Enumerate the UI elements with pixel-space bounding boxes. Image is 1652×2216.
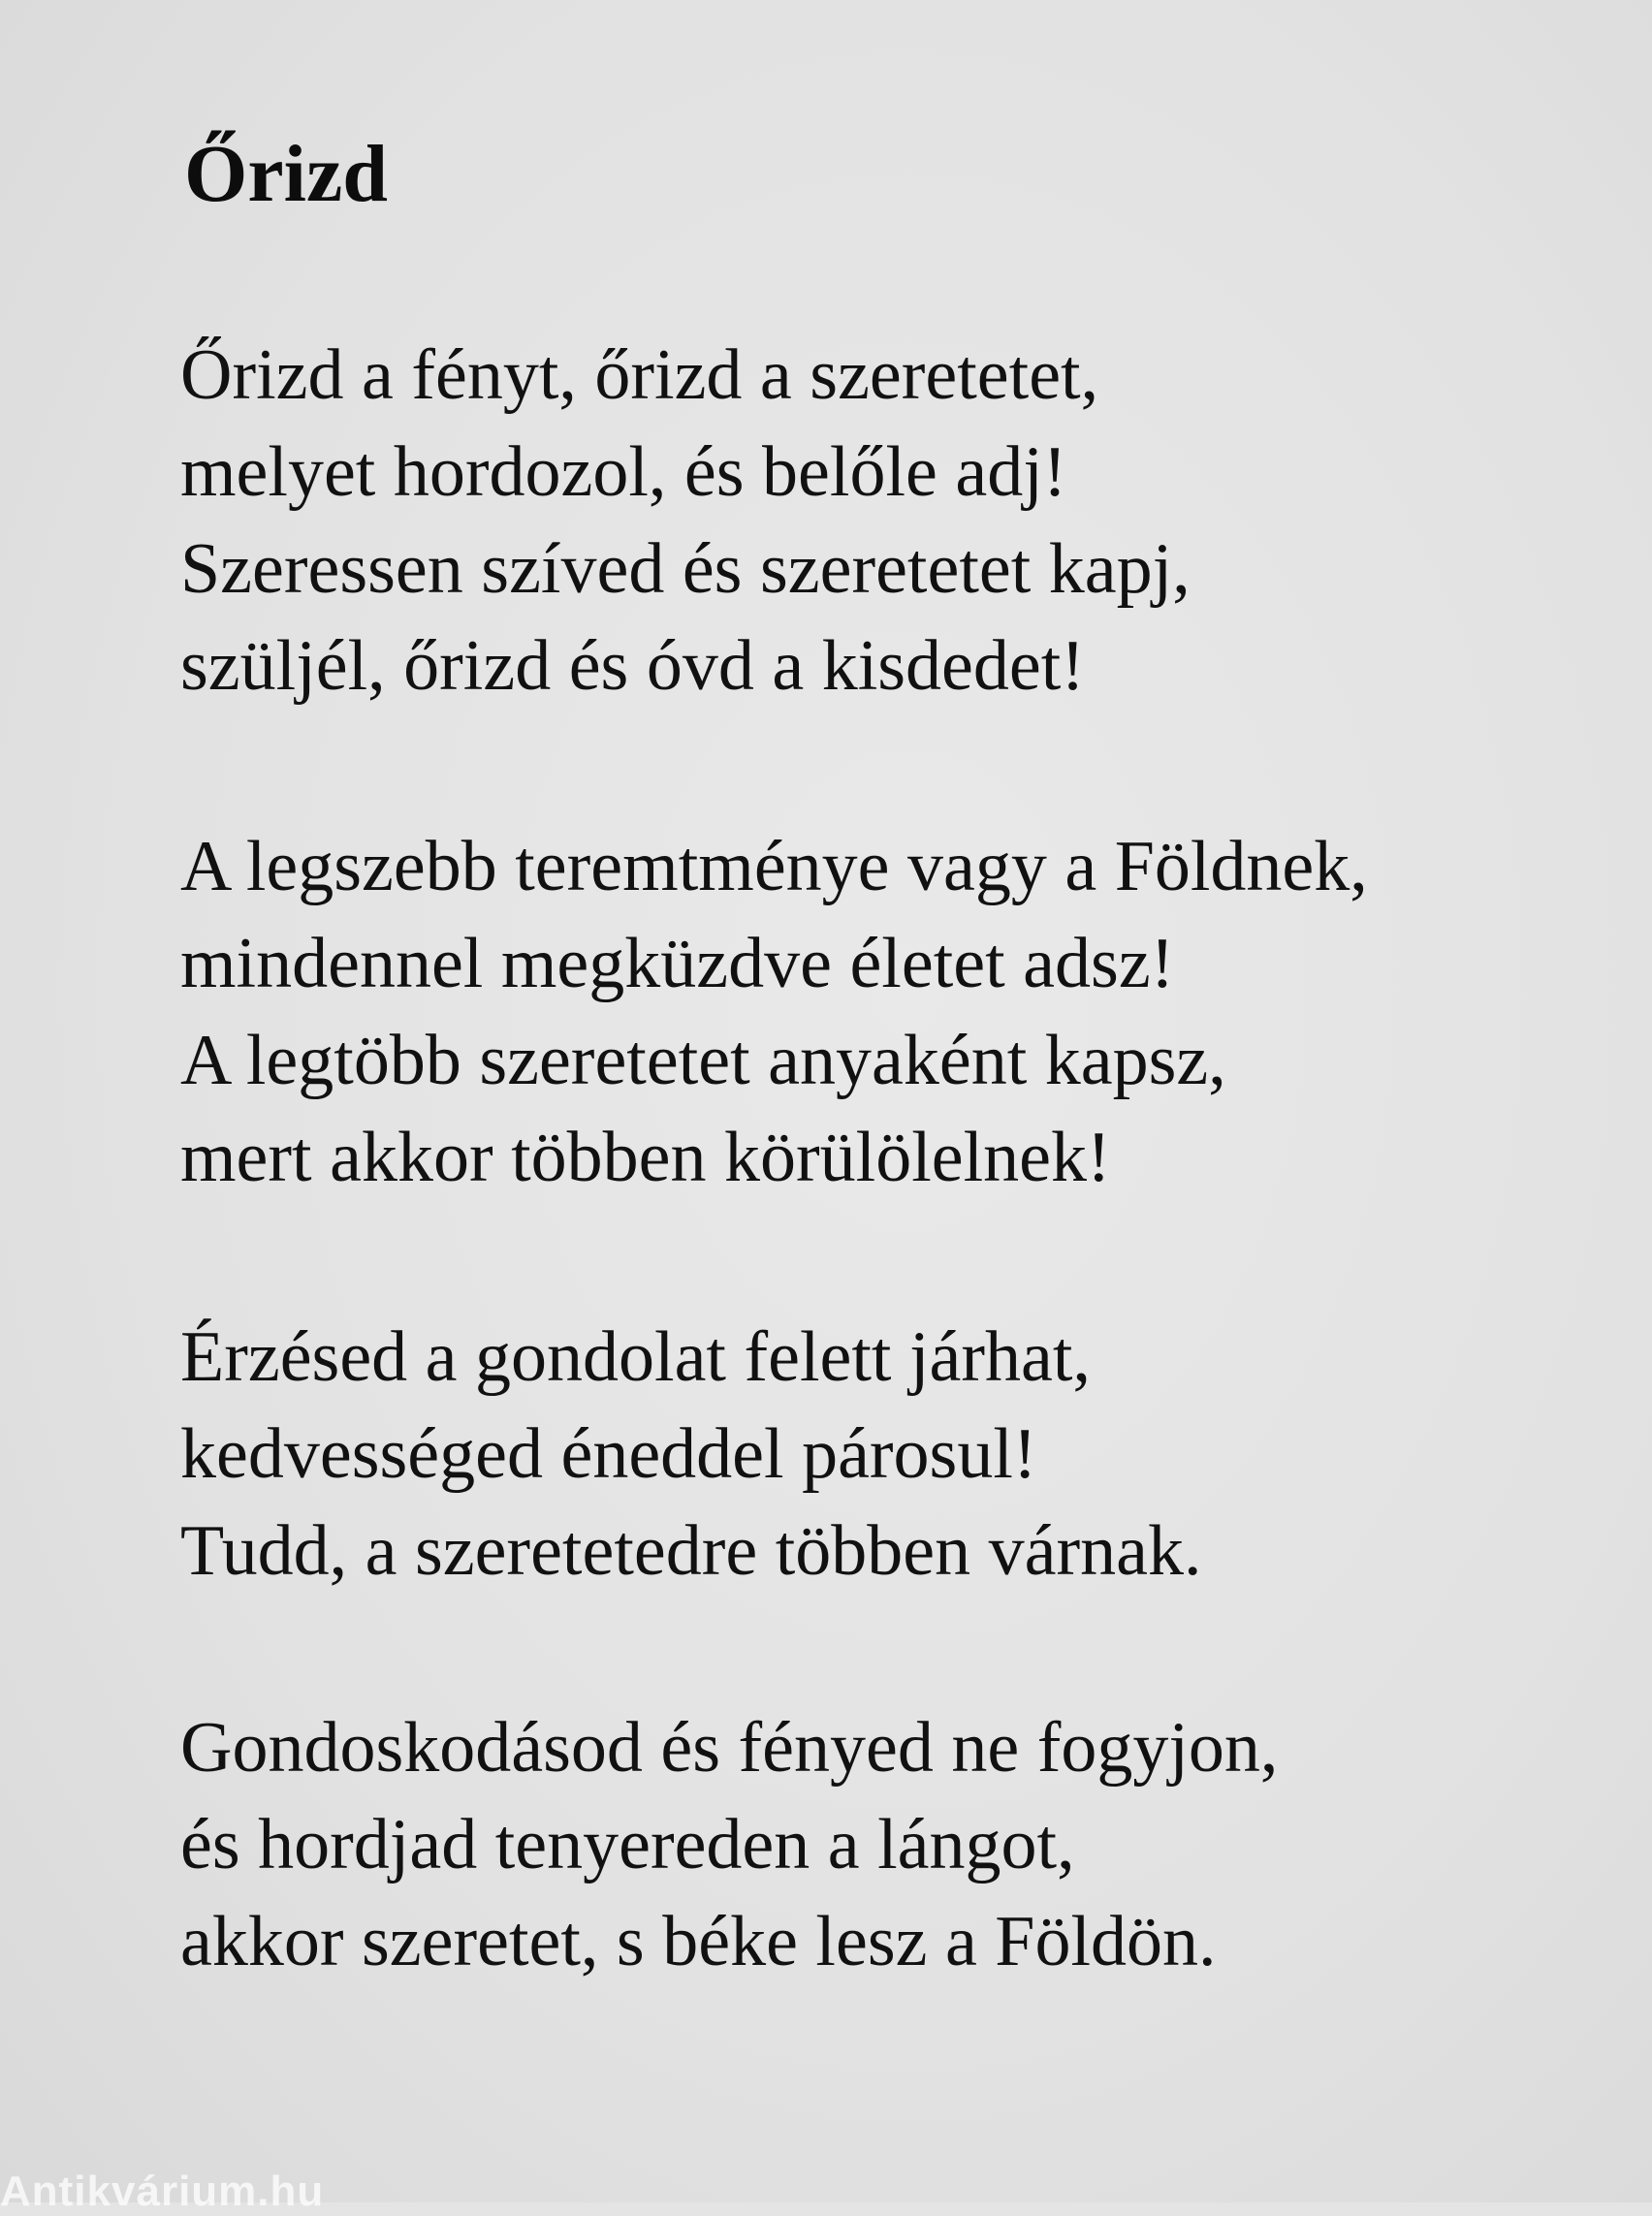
stanza-1 bbox=[180, 327, 1191, 714]
watermark: Antikvárium.hu bbox=[0, 2168, 325, 2215]
poem-title: Őrizd bbox=[184, 129, 388, 219]
stanza-3 bbox=[180, 1309, 1201, 1599]
poem-line: Érzésed a gondolat felett járhat, bbox=[180, 1317, 1091, 1397]
poem-line: Tudd, a szeretetedre többen várnak. bbox=[180, 1511, 1202, 1591]
poem-line: kedvességed éneddel párosul! bbox=[180, 1414, 1037, 1494]
poem-line: Őrizd a fényt, őrizd a szeretetet, bbox=[180, 335, 1099, 415]
poem-line: mindennel megküzdve életet adsz! bbox=[180, 924, 1175, 1003]
poem-line: mert akkor többen körülölelnek! bbox=[180, 1118, 1111, 1197]
stanza-2 bbox=[180, 818, 1368, 1206]
poem-line: akkor szeretet, s béke lesz a Földön. bbox=[180, 1902, 1217, 1981]
poem-line: Szeressen szíved és szeretetet kapj, bbox=[180, 529, 1191, 609]
poem-line: és hordjad tenyereden a lángot, bbox=[180, 1805, 1075, 1884]
poem-line: szüljél, őrizd és óvd a kisdedet! bbox=[180, 626, 1085, 706]
stanza-4 bbox=[180, 1699, 1278, 1990]
poem-line: Gondoskodásod és fényed ne fogyjon, bbox=[180, 1708, 1279, 1788]
poem-line: A legszebb teremtménye vagy a Földnek, bbox=[180, 827, 1368, 906]
poem-line: melyet hordozol, és belőle adj! bbox=[180, 432, 1067, 512]
poem-line: A legtöbb szeretetet anyaként kapsz, bbox=[180, 1021, 1226, 1100]
